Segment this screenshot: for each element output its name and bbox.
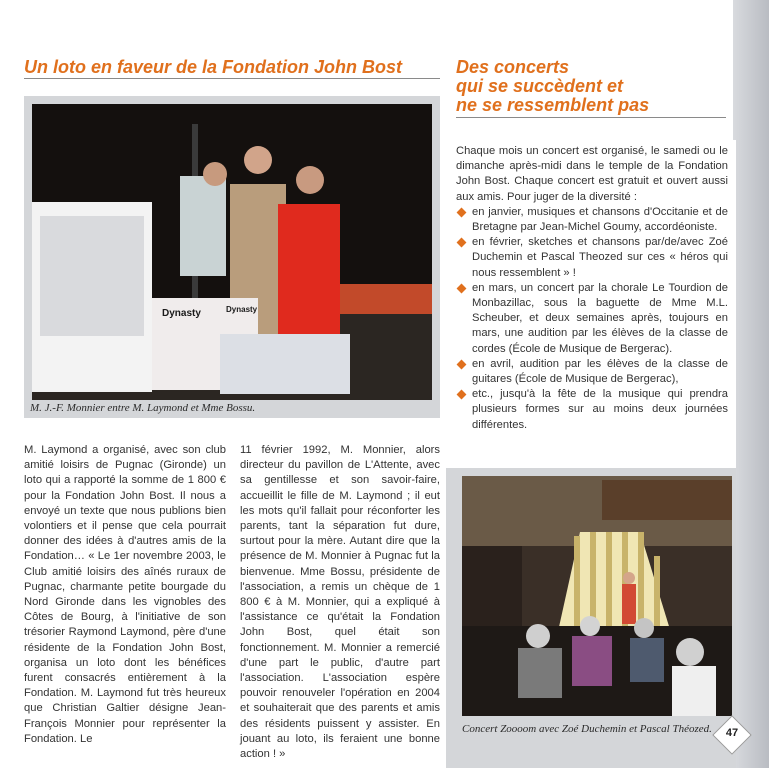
left-body-text-2: 11 février 1992, M. Monnier, alors directeur du pavillon de L'Attente, avec sa gentillesse et son savoir-faire, accueillit le fille de M. Laymond ; il eut les mots qu'il fallait pour réconforter les parents, tant la séparation fut dure, surtout pour la mère. Autant dire que la présence de M. Monnier à Pugnac fut la bienvenue. Mme Bossu, présidente de l'association, a remis un chèque de 1 800 € à M. Monnier, qui a expliqué à l'assistance ce qu'était la Fondation John Bost, quel était son fonctionnement. M. Monnier a remercié d'une part le public, d'autre part l'association. L'association espère pouvoir renouveler l'opération en 2004 et souhaiterait que des parents et amis des résidents puissent y assister. En jouant au loto, ils feraient une bonne action ! » [240, 444, 440, 761]
page-edge [733, 0, 769, 768]
concert-list-item [456, 281, 728, 357]
concert-photo-illustration [462, 476, 732, 716]
concert-list [456, 205, 728, 433]
right-photo [462, 476, 732, 716]
concert-list-item [456, 357, 728, 387]
left-photo [32, 104, 432, 400]
right-title-line-3: ne se ressemblent pas [456, 95, 650, 115]
right-photo-caption: Concert Zoooom avec Zoé Duchemin et Pascal Théozed. [462, 723, 712, 735]
left-body-column-2 [240, 443, 440, 762]
bullet-diamond-icon [457, 390, 467, 400]
bullet-diamond-icon [457, 207, 467, 217]
left-article-title: Un loto en faveur de la Fondation John Bost [24, 57, 403, 77]
left-body-column-1 [24, 443, 226, 747]
right-intro: Chaque mois un concert est organisé, le samedi ou le dimanche après-midi dans le temple de la Fondation John Bost. Chaque concert est gratuit et ouvert aussi aux amis. Pour juger de la diversité : [456, 145, 728, 203]
award-photo-illustration [32, 104, 432, 400]
right-article-title [456, 58, 716, 115]
bullet-diamond-icon [457, 238, 467, 248]
box-label-2: Dynasty [226, 305, 258, 314]
left-photo-caption: M. J.-F. Monnier entre M. Laymond et Mme Bossu. [30, 402, 256, 414]
concert-item-text: en avril, audition par les élèves de la classe de guitares (École de Musique de Bergerac), [472, 357, 728, 386]
left-title-rule [24, 78, 440, 79]
bullet-diamond-icon [457, 283, 467, 293]
concert-list-item [456, 205, 728, 235]
right-body [456, 144, 728, 433]
concert-item-text: en mars, un concert par la chorale Le Tourdion de Monbazillac, sous la baguette de Mme M.L. Scheuber, et deux semaines après, toujours en mars, une audition par les élèves de la classe de cordes (École de Musique de Bergerac). [472, 281, 728, 355]
concert-item-text: etc., jusqu'à la fête de la musique qui prendra plusieurs formes sur au moins deux journées différentes. [472, 388, 728, 431]
concert-list-item [456, 387, 728, 433]
concert-item-text: en janvier, musiques et chansons d'Occitanie et de Bretagne par Jean-Michel Goumy, accordéoniste. [472, 205, 728, 234]
box-label-1: Dynasty [162, 308, 201, 319]
left-body-text-1: M. Laymond a organisé, avec son club amitié loisirs de Pugnac (Gironde) un loto qui a rapporté la somme de 1 800 € pour la Fondation John Bost. Il nous a envoyé un texte que nous publions bien volontiers et il pense que cela pourrait donner des idées à d'autres amis de la Fondation… « Le 1er novembre 2003, le Club amitié loisirs des aînés ruraux de Pugnac, charmante petite bourgade du Nord Gironde dans les vignobles des Côtes de Bourg, à l'initiative de son trésorier Raymond Laymond, père d'une résidente de la Fondation John Bost, organisa un loto dont les bénéfices furent consacrés entièrement à la Fondation. M. Laymond fut très heureux que Christian Galtier désigne Jean-François Monnier pour représenter la Fondation. Le [24, 444, 226, 745]
concert-list-item [456, 235, 728, 281]
right-title-line-2: qui se succèdent et [456, 76, 624, 96]
page-number: 47 [725, 727, 739, 739]
right-title-rule [456, 117, 726, 118]
right-title-line-1: Des concerts [456, 57, 570, 77]
concert-item-text: en février, sketches et chansons par/de/avec Zoé Duchemin et Pascal Theozed sur ces « héros qui nous ressemblent » ! [472, 236, 728, 279]
bullet-diamond-icon [457, 359, 467, 369]
